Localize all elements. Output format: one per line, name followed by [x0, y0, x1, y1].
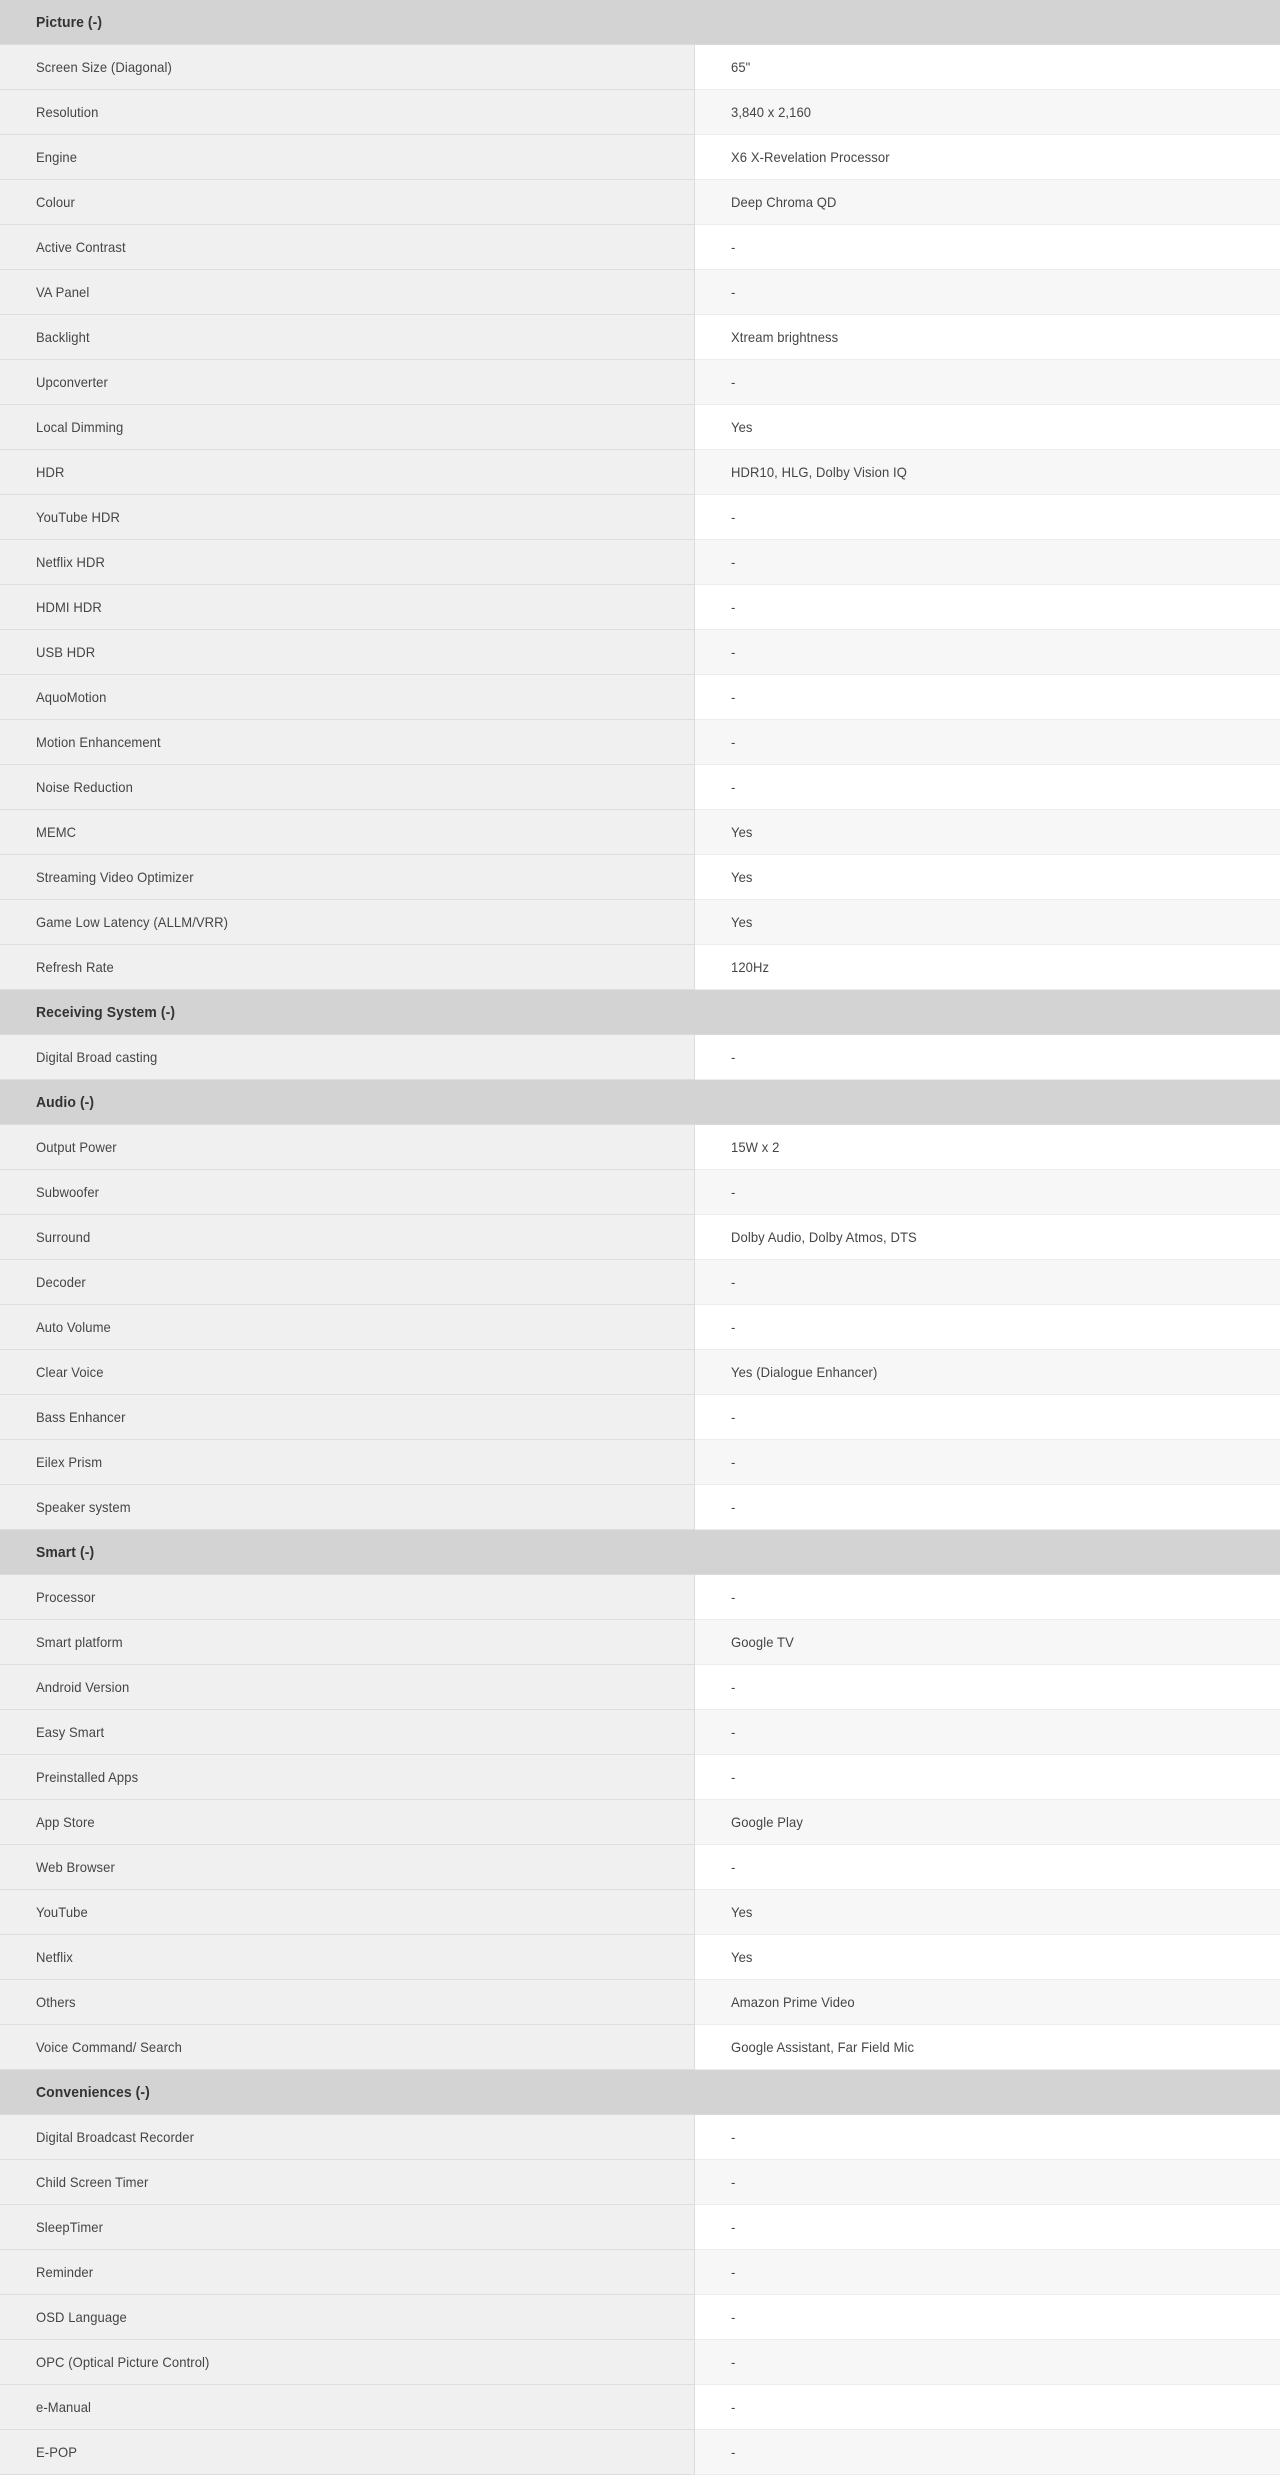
spec-value: - [731, 2354, 736, 2370]
spec-value: - [731, 779, 736, 795]
spec-value: - [731, 599, 736, 615]
spec-value-cell [695, 675, 1280, 720]
spec-value-cell [695, 1935, 1280, 1980]
spec-label: HDR [36, 464, 65, 480]
spec-value: Yes [731, 824, 753, 840]
spec-value-cell [695, 1845, 1280, 1890]
spec-label: Noise Reduction [36, 779, 133, 795]
spec-label-cell [0, 2025, 695, 2070]
spec-value: - [731, 1724, 736, 1740]
spec-value: - [731, 1679, 736, 1695]
spec-value: Dolby Audio, Dolby Atmos, DTS [731, 1229, 917, 1245]
spec-value-cell [695, 765, 1280, 810]
spec-label-cell [0, 2430, 695, 2475]
spec-label: Motion Enhancement [36, 734, 161, 750]
spec-label: Backlight [36, 329, 90, 345]
section-header-toggle[interactable] [0, 1080, 1280, 1125]
spec-label-cell [0, 45, 695, 90]
spec-label-cell [0, 1260, 695, 1305]
spec-label: Voice Command/ Search [36, 2039, 182, 2055]
spec-label-cell [0, 135, 695, 180]
spec-label-cell [0, 2250, 695, 2295]
spec-value-cell [695, 1485, 1280, 1530]
spec-row [0, 2115, 1280, 2160]
spec-label: Engine [36, 149, 78, 165]
spec-label-cell [0, 1755, 695, 1800]
section-rows [0, 1575, 1280, 2070]
spec-value: - [731, 1049, 736, 1065]
spec-label-cell [0, 720, 695, 765]
spec-value-cell [695, 1800, 1280, 1845]
spec-value: Google Assistant, Far Field Mic [731, 2039, 915, 2055]
spec-label-cell [0, 270, 695, 315]
spec-value-cell [695, 2115, 1280, 2160]
section-title: Audio (-) [36, 1093, 95, 1111]
spec-value-cell [695, 1260, 1280, 1305]
spec-value: Yes [731, 1904, 753, 1920]
spec-value: - [731, 734, 736, 750]
spec-label-cell [0, 1980, 695, 2025]
spec-label-cell [0, 405, 695, 450]
spec-value-cell [695, 45, 1280, 90]
spec-row [0, 2025, 1280, 2070]
spec-label-cell [0, 855, 695, 900]
spec-label-cell [0, 450, 695, 495]
section-title: Conveniences (-) [36, 2083, 150, 2101]
spec-label-cell [0, 1485, 695, 1530]
spec-label-cell [0, 1035, 695, 1080]
spec-label-cell [0, 1440, 695, 1485]
spec-row [0, 1800, 1280, 1845]
spec-label-cell [0, 495, 695, 540]
spec-label-cell [0, 900, 695, 945]
spec-value-cell [695, 1305, 1280, 1350]
spec-row [0, 2340, 1280, 2385]
spec-value-cell [695, 1395, 1280, 1440]
section-rows [0, 45, 1280, 990]
spec-value: - [731, 239, 736, 255]
spec-label: YouTube [36, 1904, 88, 1920]
spec-value: 120Hz [731, 959, 770, 975]
spec-row [0, 540, 1280, 585]
spec-value-cell [695, 2430, 1280, 2475]
section-header-toggle[interactable] [0, 1530, 1280, 1575]
spec-section [0, 0, 1280, 990]
spec-value: - [731, 2264, 736, 2280]
spec-row [0, 945, 1280, 990]
spec-value-cell [695, 270, 1280, 315]
spec-value-cell [695, 1440, 1280, 1485]
spec-label: Easy Smart [36, 1724, 105, 1740]
spec-value-cell [695, 360, 1280, 405]
spec-value: Yes [731, 1949, 753, 1965]
spec-value: - [731, 1454, 736, 1470]
spec-label: USB HDR [36, 644, 96, 660]
spec-value: 3,840 x 2,160 [731, 104, 812, 120]
spec-label: Resolution [36, 104, 99, 120]
spec-section [0, 1530, 1280, 2070]
spec-value: - [731, 1499, 736, 1515]
spec-label: Processor [36, 1589, 96, 1605]
spec-row [0, 1890, 1280, 1935]
spec-label: e-Manual [36, 2399, 92, 2415]
spec-value: - [731, 554, 736, 570]
spec-value: - [731, 2444, 736, 2460]
spec-value-cell [695, 945, 1280, 990]
spec-label: OSD Language [36, 2309, 127, 2325]
spec-label-cell [0, 90, 695, 135]
spec-label: Preinstalled Apps [36, 1769, 139, 1785]
spec-label: Speaker system [36, 1499, 131, 1515]
spec-section [0, 1080, 1280, 1530]
spec-value: - [731, 1859, 736, 1875]
spec-label: Android Version [36, 1679, 130, 1695]
spec-value-cell [695, 1170, 1280, 1215]
spec-label-cell [0, 1350, 695, 1395]
spec-label: OPC (Optical Picture Control) [36, 2354, 210, 2370]
spec-row [0, 1260, 1280, 1305]
spec-row [0, 630, 1280, 675]
spec-label: Surround [36, 1229, 91, 1245]
spec-row [0, 1440, 1280, 1485]
spec-value: Deep Chroma QD [731, 194, 837, 210]
spec-row [0, 2160, 1280, 2205]
spec-row [0, 2385, 1280, 2430]
spec-value: - [731, 2129, 736, 2145]
spec-value: - [731, 284, 736, 300]
spec-row [0, 2430, 1280, 2475]
spec-value-cell [695, 900, 1280, 945]
spec-row [0, 1395, 1280, 1440]
spec-value: - [731, 689, 736, 705]
spec-label-cell [0, 1890, 695, 1935]
spec-value-cell [695, 405, 1280, 450]
spec-row [0, 1710, 1280, 1755]
spec-label-cell [0, 1395, 695, 1440]
spec-label-cell [0, 1125, 695, 1170]
spec-row [0, 270, 1280, 315]
spec-section [0, 2070, 1280, 2475]
spec-value-cell [695, 225, 1280, 270]
spec-value-cell [695, 720, 1280, 765]
spec-value-cell [695, 1755, 1280, 1800]
spec-label-cell [0, 225, 695, 270]
spec-label-cell [0, 2385, 695, 2430]
spec-value: Yes (Dialogue Enhancer) [731, 1364, 878, 1380]
spec-row [0, 90, 1280, 135]
section-header-toggle[interactable] [0, 2070, 1280, 2115]
spec-value-cell [695, 1215, 1280, 1260]
spec-label: Decoder [36, 1274, 86, 1290]
spec-value: X6 X-Revelation Processor [731, 149, 890, 165]
spec-value-cell [695, 1575, 1280, 1620]
spec-label-cell [0, 2340, 695, 2385]
spec-value-cell [695, 585, 1280, 630]
spec-value: - [731, 2174, 736, 2190]
spec-row [0, 2295, 1280, 2340]
spec-value-cell [695, 1620, 1280, 1665]
spec-label-cell [0, 810, 695, 855]
spec-label: Refresh Rate [36, 959, 114, 975]
spec-value-cell [695, 2295, 1280, 2340]
spec-row [0, 585, 1280, 630]
section-rows [0, 2115, 1280, 2475]
spec-label: Bass Enhancer [36, 1409, 126, 1425]
spec-row [0, 1350, 1280, 1395]
spec-label: Others [36, 1994, 76, 2010]
spec-label-cell [0, 1800, 695, 1845]
spec-value: - [731, 1319, 736, 1335]
spec-value-cell [695, 810, 1280, 855]
spec-value: - [731, 644, 736, 660]
spec-row [0, 765, 1280, 810]
spec-value: Amazon Prime Video [731, 1994, 855, 2010]
spec-value-cell [695, 90, 1280, 135]
spec-label-cell [0, 180, 695, 225]
spec-label: Netflix [36, 1949, 73, 1965]
spec-label-cell [0, 1710, 695, 1755]
spec-value: Google TV [731, 1634, 794, 1650]
spec-label-cell [0, 360, 695, 405]
spec-label-cell [0, 2115, 695, 2160]
spec-label: VA Panel [36, 284, 90, 300]
spec-value-cell [695, 2385, 1280, 2430]
spec-value: - [731, 2219, 736, 2235]
spec-label: Colour [36, 194, 75, 210]
spec-label: YouTube HDR [36, 509, 121, 525]
section-header-toggle[interactable] [0, 990, 1280, 1035]
spec-value: - [731, 509, 736, 525]
spec-label: Active Contrast [36, 239, 126, 255]
spec-section [0, 990, 1280, 1080]
spec-label: Streaming Video Optimizer [36, 869, 194, 885]
spec-label-cell [0, 1620, 695, 1665]
spec-row [0, 1170, 1280, 1215]
spec-value: - [731, 2399, 736, 2415]
section-title: Smart (-) [36, 1543, 95, 1561]
spec-label-cell [0, 1305, 695, 1350]
spec-value-cell [695, 135, 1280, 180]
spec-value-cell [695, 1890, 1280, 1935]
spec-value: - [731, 1589, 736, 1605]
spec-value: Yes [731, 914, 753, 930]
spec-label-cell [0, 540, 695, 585]
spec-value-cell [695, 1980, 1280, 2025]
spec-value: 65" [731, 59, 751, 75]
spec-value-cell [695, 855, 1280, 900]
spec-row [0, 1665, 1280, 1710]
spec-label-cell [0, 2160, 695, 2205]
spec-row [0, 720, 1280, 765]
section-title: Picture (-) [36, 13, 103, 31]
spec-row [0, 1755, 1280, 1800]
spec-value: 15W x 2 [731, 1139, 780, 1155]
spec-value-cell [695, 1035, 1280, 1080]
spec-row [0, 1035, 1280, 1080]
spec-row [0, 1980, 1280, 2025]
spec-label: MEMC [36, 824, 77, 840]
spec-label: Digital Broadcast Recorder [36, 2129, 195, 2145]
spec-value-cell [695, 2205, 1280, 2250]
spec-value-cell [695, 2250, 1280, 2295]
spec-label: Digital Broad casting [36, 1049, 158, 1065]
spec-value: - [731, 1409, 736, 1425]
spec-value-cell [695, 2025, 1280, 2070]
section-title: Receiving System (-) [36, 1003, 176, 1021]
spec-label: SleepTimer [36, 2219, 104, 2235]
spec-value: - [731, 1769, 736, 1785]
spec-row [0, 360, 1280, 405]
spec-value: - [731, 2309, 736, 2325]
spec-label: Local Dimming [36, 419, 124, 435]
spec-row [0, 1305, 1280, 1350]
spec-row [0, 45, 1280, 90]
spec-label-cell [0, 765, 695, 810]
spec-label: Screen Size (Diagonal) [36, 59, 172, 75]
spec-label-cell [0, 1575, 695, 1620]
spec-row [0, 495, 1280, 540]
spec-label: Subwoofer [36, 1184, 100, 1200]
spec-value-cell [695, 495, 1280, 540]
spec-row [0, 675, 1280, 720]
spec-label: HDMI HDR [36, 599, 102, 615]
spec-label: Clear Voice [36, 1364, 104, 1380]
spec-value: Yes [731, 869, 753, 885]
spec-label-cell [0, 585, 695, 630]
spec-value-cell [695, 1125, 1280, 1170]
spec-label-cell [0, 2295, 695, 2340]
spec-label-cell [0, 1170, 695, 1215]
spec-label: Auto Volume [36, 1319, 111, 1335]
spec-value: HDR10, HLG, Dolby Vision IQ [731, 464, 907, 480]
spec-value-cell [695, 450, 1280, 495]
spec-label-cell [0, 945, 695, 990]
spec-label-cell [0, 1845, 695, 1890]
spec-label: Game Low Latency (ALLM/VRR) [36, 914, 229, 930]
spec-value-cell [695, 1350, 1280, 1395]
spec-row [0, 1125, 1280, 1170]
spec-row [0, 180, 1280, 225]
spec-value-cell [695, 180, 1280, 225]
section-rows [0, 1125, 1280, 1530]
spec-label-cell [0, 630, 695, 675]
spec-row [0, 1620, 1280, 1665]
spec-label: E-POP [36, 2444, 77, 2460]
section-header-toggle[interactable] [0, 0, 1280, 45]
spec-row [0, 900, 1280, 945]
section-rows [0, 1035, 1280, 1080]
spec-label: Eilex Prism [36, 1454, 103, 1470]
spec-value-cell [695, 630, 1280, 675]
spec-value: Google Play [731, 1814, 803, 1830]
spec-label-cell [0, 675, 695, 720]
spec-row [0, 1485, 1280, 1530]
spec-label-cell [0, 1665, 695, 1710]
spec-row [0, 1215, 1280, 1260]
spec-row [0, 810, 1280, 855]
spec-label: Child Screen Timer [36, 2174, 149, 2190]
spec-label: Output Power [36, 1139, 117, 1155]
spec-value-cell [695, 1665, 1280, 1710]
spec-label-cell [0, 1935, 695, 1980]
spec-label-cell [0, 1215, 695, 1260]
spec-label-cell [0, 315, 695, 360]
spec-value: - [731, 1184, 736, 1200]
spec-row [0, 225, 1280, 270]
spec-row [0, 2205, 1280, 2250]
spec-label: AquoMotion [36, 689, 107, 705]
spec-label: Web Browser [36, 1859, 115, 1875]
spec-label: Netflix HDR [36, 554, 106, 570]
spec-value-cell [695, 2340, 1280, 2385]
spec-row [0, 450, 1280, 495]
spec-value: - [731, 374, 736, 390]
spec-row [0, 2250, 1280, 2295]
spec-label: App Store [36, 1814, 95, 1830]
spec-value-cell [695, 2160, 1280, 2205]
spec-row [0, 315, 1280, 360]
spec-value-cell [695, 315, 1280, 360]
spec-value-cell [695, 1710, 1280, 1755]
spec-value: - [731, 1274, 736, 1290]
spec-label: Smart platform [36, 1634, 123, 1650]
spec-label: Upconverter [36, 374, 108, 390]
spec-row [0, 135, 1280, 180]
spec-row [0, 1575, 1280, 1620]
spec-value: Yes [731, 419, 753, 435]
spec-label-cell [0, 2205, 695, 2250]
spec-row [0, 1935, 1280, 1980]
spec-value-cell [695, 540, 1280, 585]
spec-row [0, 405, 1280, 450]
spec-value: Xtream brightness [731, 329, 839, 345]
spec-label: Reminder [36, 2264, 94, 2280]
spec-row [0, 855, 1280, 900]
spec-row [0, 1845, 1280, 1890]
